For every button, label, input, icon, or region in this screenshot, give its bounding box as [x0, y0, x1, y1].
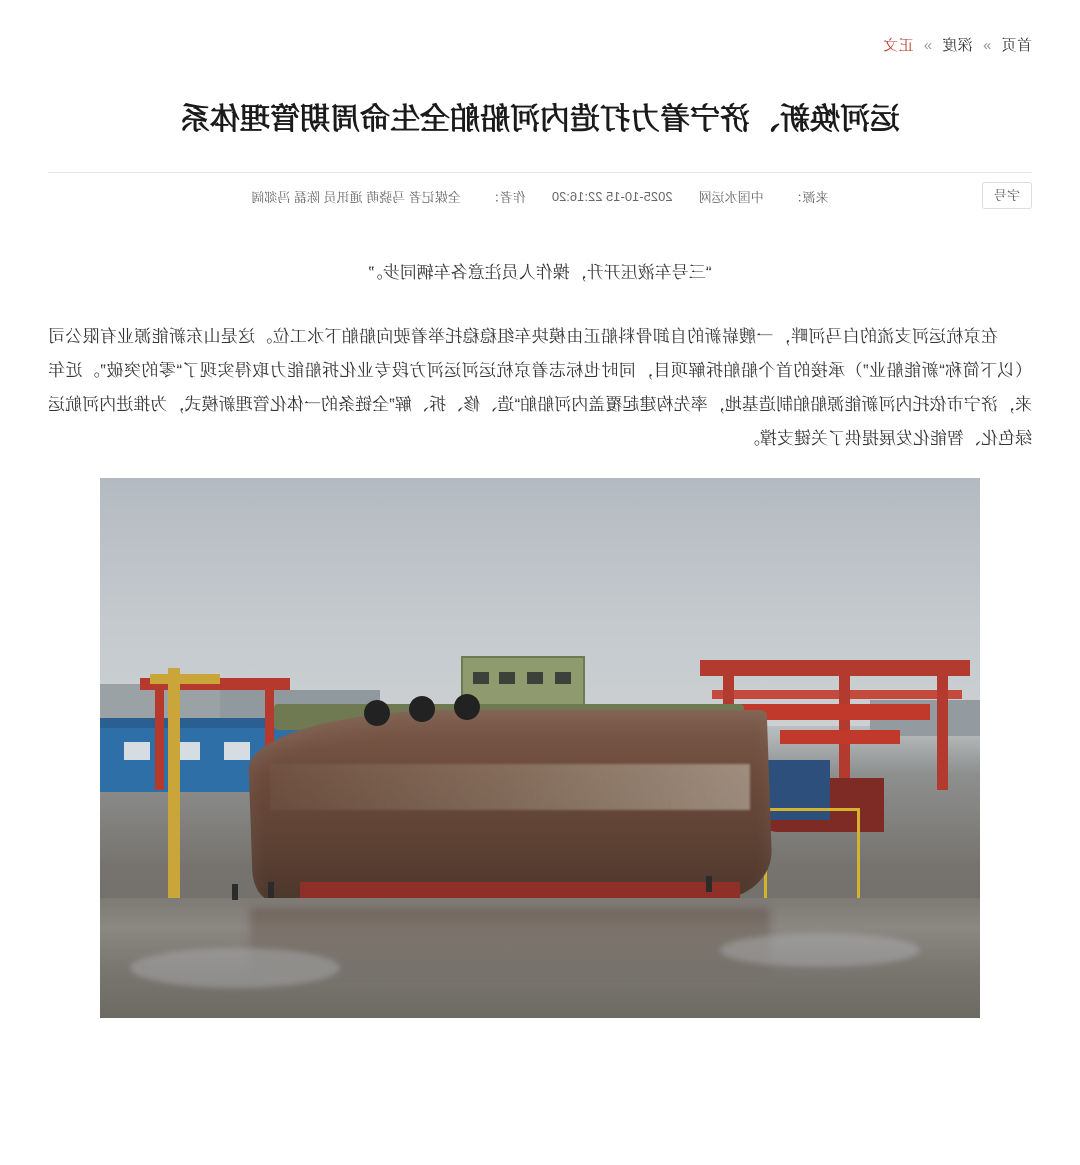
photo-hull-waterline-stain: [270, 764, 750, 810]
crane-sign-safety: [780, 730, 900, 744]
article-paragraph: 在京杭运河支流的白马河畔，一艘崭新的自卸骨料船正由模块车组稳稳托举着驶向船舶下水工位。这是山东新能源业有限公司（以下简称“新能船业”）承接的首个船舶拆解项目，同时也标志着京杭运河运河方段专业化拆船能力取得实现了“零的突破”。近年来，济宁市依托内河新能源船舶制造基地，率先构建起覆盖内河船舶“造、修、拆、解”全链条的一体化管理新模式，为推进内河航运绿色化、智能化发展提供了关键支撑。: [48, 327, 1032, 448]
page-title: 运河焕新、济宁着力打造内河船舶全生命周期管理体系: [180, 103, 900, 136]
breadcrumb-current: 正文: [882, 37, 914, 54]
crane-beam: [700, 660, 970, 676]
breadcrumb-separator-2: »: [923, 37, 933, 54]
meta-author: 全媒记者 马骁萌 通讯员 陈磊 冯郯阔: [251, 190, 461, 205]
article-meta: [48, 172, 1032, 220]
photo-fender-tyre: [409, 696, 435, 722]
photo-fender-tyre: [364, 700, 390, 726]
breadcrumb: [48, 0, 1032, 55]
crane-leg: [937, 676, 948, 790]
meta-author-label: 作者：: [486, 190, 526, 205]
photo-fender-tyre: [454, 694, 480, 720]
meta-inner: [251, 187, 828, 206]
meta-source-label: 来源：: [789, 190, 829, 205]
shipyard-photo: [100, 478, 980, 1018]
breadcrumb-home[interactable]: 首页: [1000, 37, 1032, 54]
crane-leg: [155, 690, 164, 790]
font-size-button[interactable]: 字号: [982, 182, 1032, 209]
photo-puddle: [720, 933, 920, 967]
article-figure: [100, 478, 980, 1018]
photo-worker: [232, 884, 238, 900]
photo-worker: [268, 882, 274, 898]
breadcrumb-section[interactable]: 深度: [941, 37, 973, 54]
meta-source: 中国水运网: [698, 190, 764, 205]
deck-window: [473, 672, 489, 684]
deck-window: [555, 672, 571, 684]
crane-beam-lower: [712, 690, 962, 699]
photo-light-pole-arm: [150, 674, 220, 684]
deck-window: [499, 672, 515, 684]
deck-window: [527, 672, 543, 684]
photo-puddle: [130, 948, 340, 988]
photo-worker: [706, 876, 712, 892]
article-body: [48, 256, 1032, 456]
crane-sign-company: [740, 704, 930, 720]
breadcrumb-separator-1: »: [982, 37, 992, 54]
article-lead: “三号车液压开升，操作人员注意各车辆同步。”: [368, 263, 712, 282]
meta-datetime: 2025-10-15 22:16:20: [551, 189, 673, 204]
